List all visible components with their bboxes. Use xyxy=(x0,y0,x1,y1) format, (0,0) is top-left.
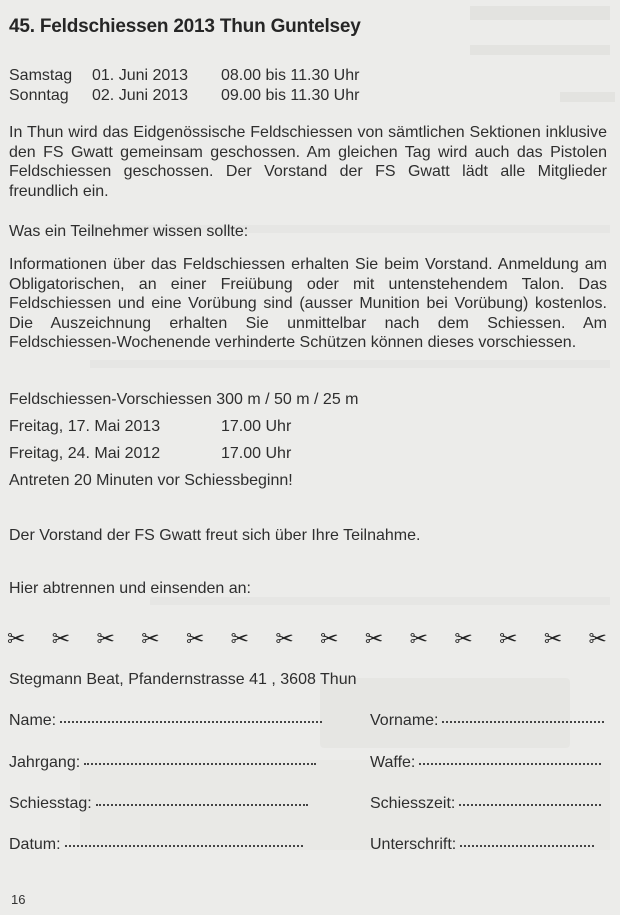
form-row xyxy=(9,753,609,773)
datum-input-line[interactable] xyxy=(65,833,303,847)
form-row xyxy=(9,711,609,731)
schedule-time: 08.00 bis 11.30 Uhr xyxy=(221,67,360,84)
waffe-input-line[interactable] xyxy=(419,751,601,765)
pre-shoot-heading: Feldschiessen-Vorschiessen 300 m / 50 m / 25 m xyxy=(9,391,359,408)
unterschrift-field[interactable] xyxy=(370,835,594,854)
scissors-icon: ✂ xyxy=(7,626,26,652)
vorname-field[interactable] xyxy=(370,711,604,730)
address: Stegmann Beat, Pfandernstrasse 41 , 3608 Thun xyxy=(9,671,357,688)
vorname-label: Vorname: xyxy=(370,712,439,729)
jahrgang-label: Jahrgang: xyxy=(9,754,81,771)
waffe-field[interactable] xyxy=(370,753,601,772)
scissors-icon: ✂ xyxy=(588,626,607,652)
schiesstag-label: Schiesstag: xyxy=(9,795,92,812)
schedule-row xyxy=(9,86,609,105)
pre-shoot-date: Freitag, 24. Mai 2012 xyxy=(9,445,161,462)
thanks-text: Der Vorstand der FS Gwatt freut sich über Ihre Teilnahme. xyxy=(9,527,421,544)
pre-shoot-date: Freitag, 17. Mai 2013 xyxy=(9,418,161,435)
unterschrift-label: Unterschrift: xyxy=(370,836,457,853)
section-heading: Was ein Teilnehmer wissen sollte: xyxy=(9,223,249,240)
schiesszeit-label: Schiesszeit: xyxy=(370,795,456,812)
schedule-day: Sonntag xyxy=(9,87,69,104)
schiesszeit-field[interactable] xyxy=(370,794,601,813)
pre-shoot-row xyxy=(9,444,609,463)
cut-line xyxy=(7,627,607,651)
scissors-icon: ✂ xyxy=(141,626,160,652)
scissors-icon: ✂ xyxy=(499,626,518,652)
scissors-icon: ✂ xyxy=(364,626,384,652)
scissors-icon: ✂ xyxy=(275,626,294,652)
schiesstag-field[interactable] xyxy=(9,794,308,813)
pre-shoot-time: 17.00 Uhr xyxy=(221,418,292,435)
datum-field[interactable] xyxy=(9,835,303,854)
waffe-label: Waffe: xyxy=(370,754,416,771)
intro-paragraph: In Thun wird das Eidgenössische Feldschiessen von sämtlichen Sektionen inklusive den FS Gwatt gemeinsam geschossen. Am gleichen Tag wird auch das Pistolen Feldschiessen geschossen. Der Vorstand der FS Gwatt lädt alle Mitglieder freundlich ein. xyxy=(9,124,607,200)
schedule-date: 01. Juni 2013 xyxy=(92,67,189,84)
info-paragraph: Informationen über das Feldschiessen erhalten Sie beim Vorstand. Anmeldung am Obligatorischen, an einer Freiübung oder mit untenstehendem Talon. Das Feldschiessen und eine Vorübung sind (ausser Munition bei Vorübung) kostenlos. Die Auszeichnung erhalten Sie unmittelbar nach dem Schiessen. Am Feldschiessen-Wochenende verhinderte Schützen können dieses vorschiessen. xyxy=(9,256,607,351)
unterschrift-input-line[interactable] xyxy=(460,833,594,847)
schedule-time: 09.00 bis 11.30 Uhr xyxy=(221,87,360,104)
vorname-input-line[interactable] xyxy=(442,709,604,723)
scissors-icon: ✂ xyxy=(454,626,473,652)
schedule-day: Samstag xyxy=(9,67,73,84)
scissors-icon: ✂ xyxy=(409,626,429,652)
scissors-icon: ✂ xyxy=(96,626,115,652)
pre-shoot-time: 17.00 Uhr xyxy=(221,445,292,462)
schedule-date: 02. Juni 2013 xyxy=(92,87,189,104)
datum-label: Datum: xyxy=(9,836,61,853)
name-label: Name: xyxy=(9,712,57,729)
name-field[interactable] xyxy=(9,711,322,730)
scissors-icon: ✂ xyxy=(51,626,71,652)
send-instructions: Hier abtrennen und einsenden an: xyxy=(9,580,251,597)
schiesstag-input-line[interactable] xyxy=(96,792,308,806)
schiesszeit-input-line[interactable] xyxy=(459,792,601,806)
page-number: 16 xyxy=(11,892,26,907)
name-input-line[interactable] xyxy=(60,709,322,723)
scissors-icon: ✂ xyxy=(185,626,205,652)
jahrgang-input-line[interactable] xyxy=(84,751,316,765)
scissors-icon: ✂ xyxy=(230,626,250,652)
form-row xyxy=(9,835,609,855)
jahrgang-field[interactable] xyxy=(9,753,316,772)
pre-shoot-row xyxy=(9,417,609,436)
schedule-row xyxy=(9,66,609,85)
page-title: 45. Feldschiessen 2013 Thun Guntelsey xyxy=(9,16,361,37)
scissors-icon: ✂ xyxy=(320,626,339,652)
pre-shoot-note: Antreten 20 Minuten vor Schiessbeginn! xyxy=(9,472,293,489)
scissors-icon: ✂ xyxy=(543,626,563,652)
form-row xyxy=(9,794,609,814)
